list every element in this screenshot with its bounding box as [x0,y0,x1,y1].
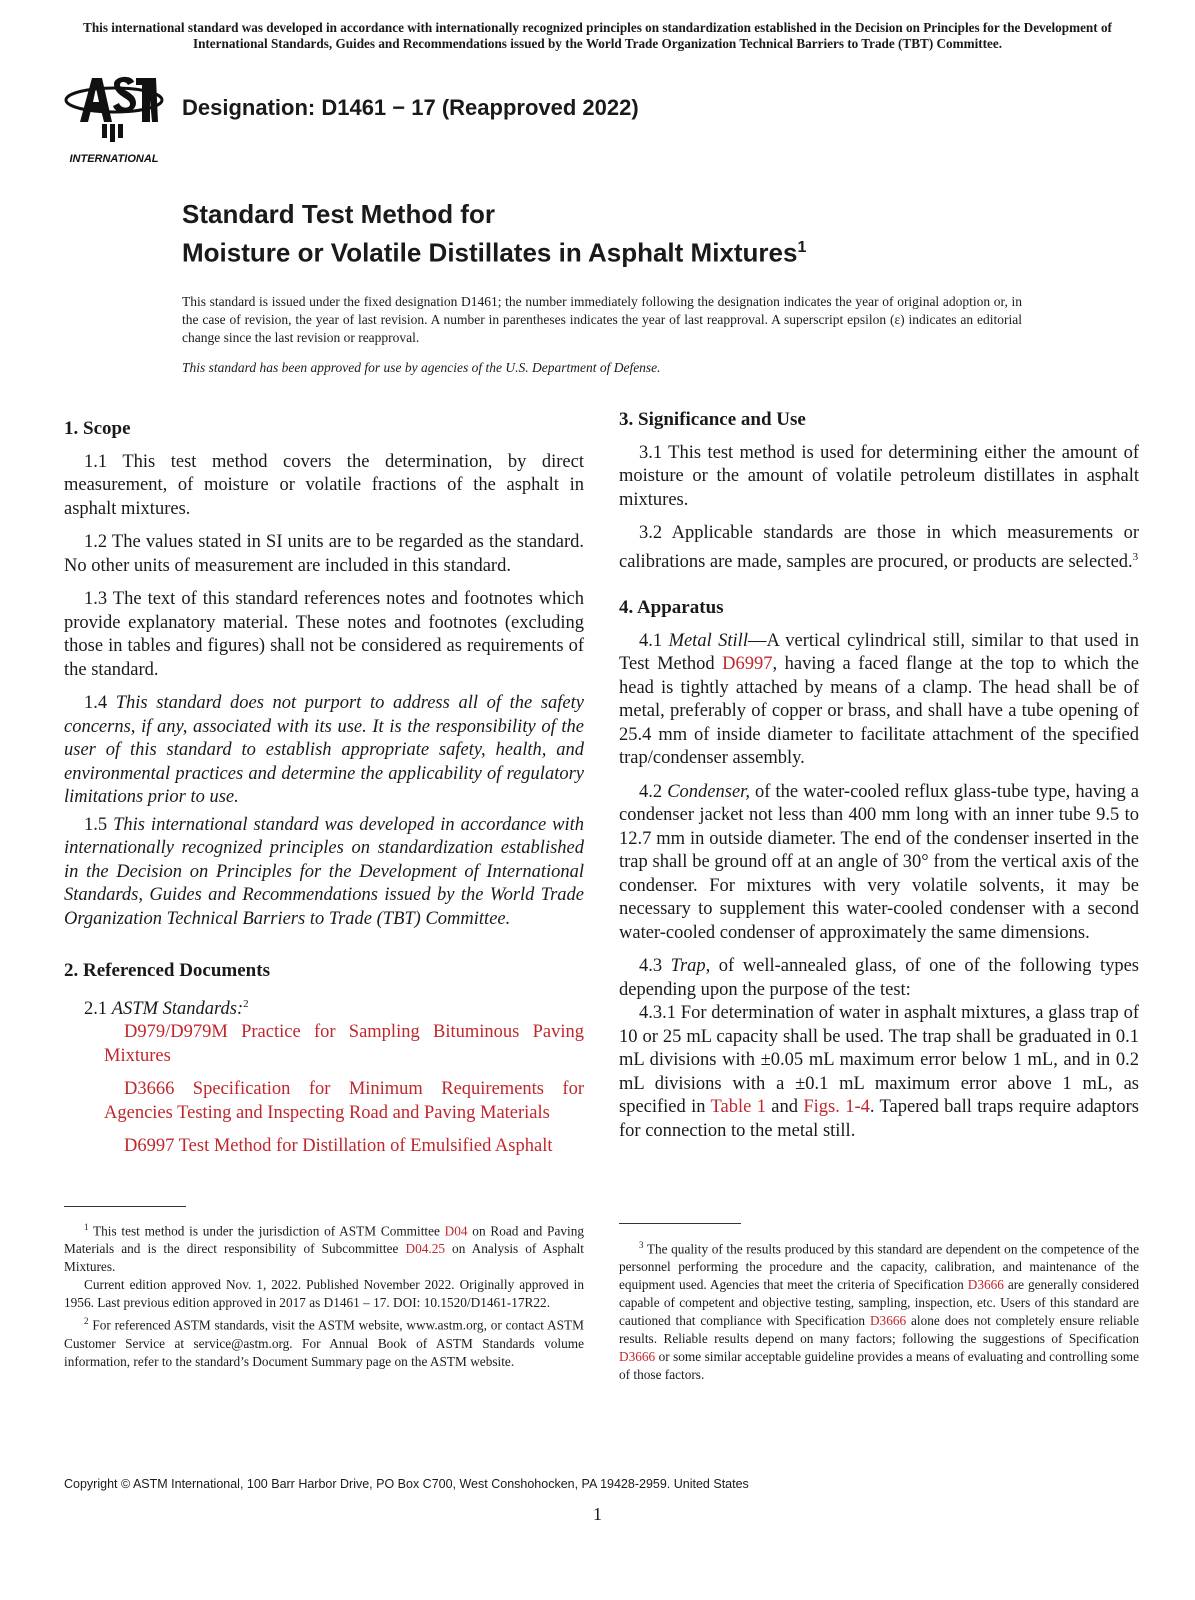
footnote-1-marker: 1 [84,1222,89,1232]
footnote-3-text-b: are generally considered capable of competent and objective testing, sampling, inspection, etc. Users of this standard are cautioned that compliance with Specification [619,1277,1139,1329]
footnote-3-text-d: or some similar acceptable guideline provides a means of evaluating and controlling some of those factors. [619,1349,1139,1383]
para-1-5-num: 1.5 [84,814,108,835]
footnote-3-text-c: alone does not completely ensure reliable results. Reliable results depend on many factors; following the suggestions of Specification [619,1313,1140,1347]
para-1-3: 1.3 The text of this standard references notes and footnotes which provide explanatory material. These notes and footnotes (excluding those in tables and figures) shall not be considered as requirements of the standard. [64,589,584,680]
para-4-2-num: 4.2 [639,781,663,802]
left-column [64,417,584,1169]
footnote-1-edition: Current edition approved Nov. 1, 2022. Published November 2022. Originally approved in 1956. Last previous edition approved in 2017 as D1461 – 17. DOI: 10.1520/D1461-17R22. [64,1277,584,1311]
section-heading-scope: 1. Scope [64,418,131,439]
figs-1-4-link[interactable]: Figs. 1-4 [803,1097,870,1118]
copyright-line: Copyright © ASTM International, 100 Barr Harbor Drive, PO Box C700, West Conshohocken, PA 19428-2959. United States [64,1477,749,1491]
para-4-3-text: of well-annealed glass, of one of the following types depending upon the purpose of the test: [619,956,1139,1000]
footnote-ref-2[interactable]: 2 [243,997,249,1010]
footnote-divider-right [619,1223,741,1224]
footnote-1-text-b: on Road and Paving Materials and is the direct responsibility of Subcommittee [64,1223,584,1257]
footnote-2-marker: 2 [84,1316,89,1327]
footnote-1-text-c: on Analysis of Asphalt Mixtures. [64,1241,585,1275]
designation: Designation: D1461 − 17 (Reapproved 2022) [182,95,639,120]
reference-title[interactable]: Specification for Minimum Requirements for Agencies Testing and Inspecting Road and Paving Materials [104,1079,584,1123]
table-1-link[interactable]: Table 1 [710,1097,766,1118]
reference-item [84,1135,584,1159]
para-2-1-num: 2.1 [84,998,108,1019]
document-title [182,198,806,270]
header-notice: This international standard was developed in accordance with internationally recognized principles on standardization established in the Decision on Principles for the Development of International Standards, Guides and Recommendations issued by the World Trade Organization Technical Barriers to Trade (TBT) Committee. [83,20,1112,51]
d04-25-link[interactable]: D04.25 [405,1241,445,1257]
reference-link[interactable]: D6997 [124,1136,175,1157]
reference-title[interactable]: Test Method for Distillation of Emulsified Asphalt [178,1136,553,1157]
dod-note: This standard has been approved for use by agencies of the U.S. Department of Defense. [182,360,661,375]
para-4-1 [619,630,1139,771]
footnote-2-text-b: volume information, refer to the standard’s Document Summary page on the ASTM website. [64,1335,584,1369]
footnote-2 [64,1312,584,1370]
section-heading-referenced-documents: 2. Referenced Documents [64,960,270,981]
d3666-link[interactable]: D3666 [869,1313,907,1329]
para-4-3-1-text-a: 4.3.1 For determination of water in asphalt mixtures, a glass trap of 10 or 25 mL capacity shall be used. The trap shall be graduated in 0.1 mL divisions with ±0.05 mL maximum error below 1 mL, and in 0.2 mL divisions with a ±0.1 mL maximum error above 1 mL, as specified in [619,1003,1139,1118]
para-4-1-num: 4.1 [639,630,663,651]
para-1-2: 1.2 The values stated in SI units are to be regarded as the standard. No other units of measurement are included in this standard. [64,532,584,576]
footnote-3-text-a: The quality of the results produced by this standard are dependent on the competence of the personnel performing the procedure and the capacity, calibration, and maintenance of the equipment used. Agencies that meet the criteria of Specification [619,1241,1139,1293]
para-4-1-text-b: , having a faced flange at the top to which the head is tightly attached by means of a clamp. The head shall be of metal, preferably of copper or brass, and shall have a tube opening of 25.4 mm of inside diameter to facilitate attachment of the specified trap/condenser assembly. [619,654,1139,769]
para-4-3-1 [619,1002,1139,1143]
para-4-3-1-and: and [765,1097,804,1118]
title-footnote-ref[interactable]: 1 [797,239,807,256]
page-number: 1 [593,1504,602,1524]
d04-link[interactable]: D04 [444,1223,468,1239]
para-4-2-text: of the water-cooled reflux glass-tube type, having a condenser jacket not less than 400 mm long with an inner tube 9.5 to 12.7 mm in outside diameter. The end of the condenser inserted in the trap shall be ground off at an angle of 30° from the vertical axis of the condenser. For mixtures with very volatile solvents, it may be necessary to supplement this water-cooled condenser with a second water-cooled condenser of approximately the same dimensions. [619,781,1139,943]
footnote-ref-3[interactable]: 3 [1132,550,1139,563]
footnotes-right [619,1236,1139,1384]
footnote-divider-left [64,1206,186,1207]
title-line-1: Standard Test Method for [182,199,495,229]
reference-title[interactable]: Practice for Sampling Bituminous Paving Mixtures [104,1022,584,1066]
para-2-1 [64,993,584,1022]
para-1-5-text: This international standard was developed in accordance with internationally recognized principles on standardization established in the Decision on Principles for the Development of International Standards, Guides and Recommendations issued by the World Trade Organization Technical Barriers to Trade (TBT) Committee. [64,814,585,929]
reference-link[interactable]: D3666 [124,1079,175,1100]
d3666-link[interactable]: D3666 [619,1349,656,1365]
footnote-2-italic: Annual Book of ASTM Standards [329,1335,535,1351]
issued-note: This standard is issued under the fixed designation D1461; the number immediately following the designation indicates the year of original adoption or, in the case of revision, the year of last revision. A number in parentheses indicates the year of last reapproval. A superscript epsilon (ε) indicates an editorial change since the last revision or reapproval. [182,294,1022,345]
para-4-1-text-a: —A vertical cylindrical still, similar to that used in Test Method [619,630,1140,675]
para-3-1: 3.1 This test method is used for determining either the amount of moisture or the amount of volatile petroleum distillates in asphalt mixtures. [619,442,1139,510]
reference-item [84,1021,584,1068]
logo-wordmark: INTERNATIONAL [69,153,159,165]
para-4-2-term: Condenser, [667,781,750,802]
footnote-1 [64,1218,584,1276]
footnote-1-text-a: This test method is under the jurisdiction of ASTM Committee [93,1223,445,1239]
para-1-1: 1.1 This test method covers the determination, by direct measurement, of moisture or volatile fractions of the asphalt in asphalt mixtures. [64,451,584,519]
para-4-3-1-text-b: . Tapered ball traps require adaptors for connection to the metal still. [619,1097,1139,1141]
para-1-4-num: 1.4 [84,693,108,713]
para-1-5 [64,814,584,932]
title-line-2-text: Moisture or Volatile Distillates in Asphalt Mixtures [182,237,798,268]
section-heading-significance: 3. Significance and Use [619,409,806,430]
para-2-1-label: ASTM Standards: [111,998,244,1019]
footnote-3 [619,1236,1139,1384]
section-heading-apparatus: 4. Apparatus [619,597,724,619]
reference-item [84,1078,584,1125]
astm-logo-mark [62,70,166,165]
para-4-3-num: 4.3 [639,956,663,977]
footnote-2-text-a: For referenced ASTM standards, visit the ASTM website, www.astm.org, or contact ASTM Customer Service at service@astm.org. For [64,1317,585,1351]
d3666-link[interactable]: D3666 [967,1277,1004,1293]
para-4-2 [619,781,1139,946]
right-column [619,408,1139,1143]
reference-link[interactable]: D979/D979M [124,1022,228,1043]
para-4-3-term: Trap, [670,956,711,977]
para-4-3 [619,955,1139,1002]
astm-logo [62,70,166,165]
reference-list [84,1021,584,1159]
footnote-3-marker: 3 [639,1240,644,1250]
footnotes-left [64,1218,584,1371]
d6997-link[interactable]: D6997 [722,654,773,675]
para-3-2 [619,522,1139,574]
para-3-2-text: 3.2 Applicable standards are those in which measurements or calibrations are made, samples are procured, or products are selected. [619,523,1139,572]
title-line-2 [182,231,806,270]
para-1-4-text: This standard does not purport to address all of the safety concerns, if any, associated with its use. It is the responsibility of the user of this standard to establish appropriate safety, health, and environmental practices and determine the applicability of regulatory limitations prior to use. [64,693,584,807]
para-4-1-term: Metal Still [668,630,748,651]
para-1-4 [64,692,584,810]
